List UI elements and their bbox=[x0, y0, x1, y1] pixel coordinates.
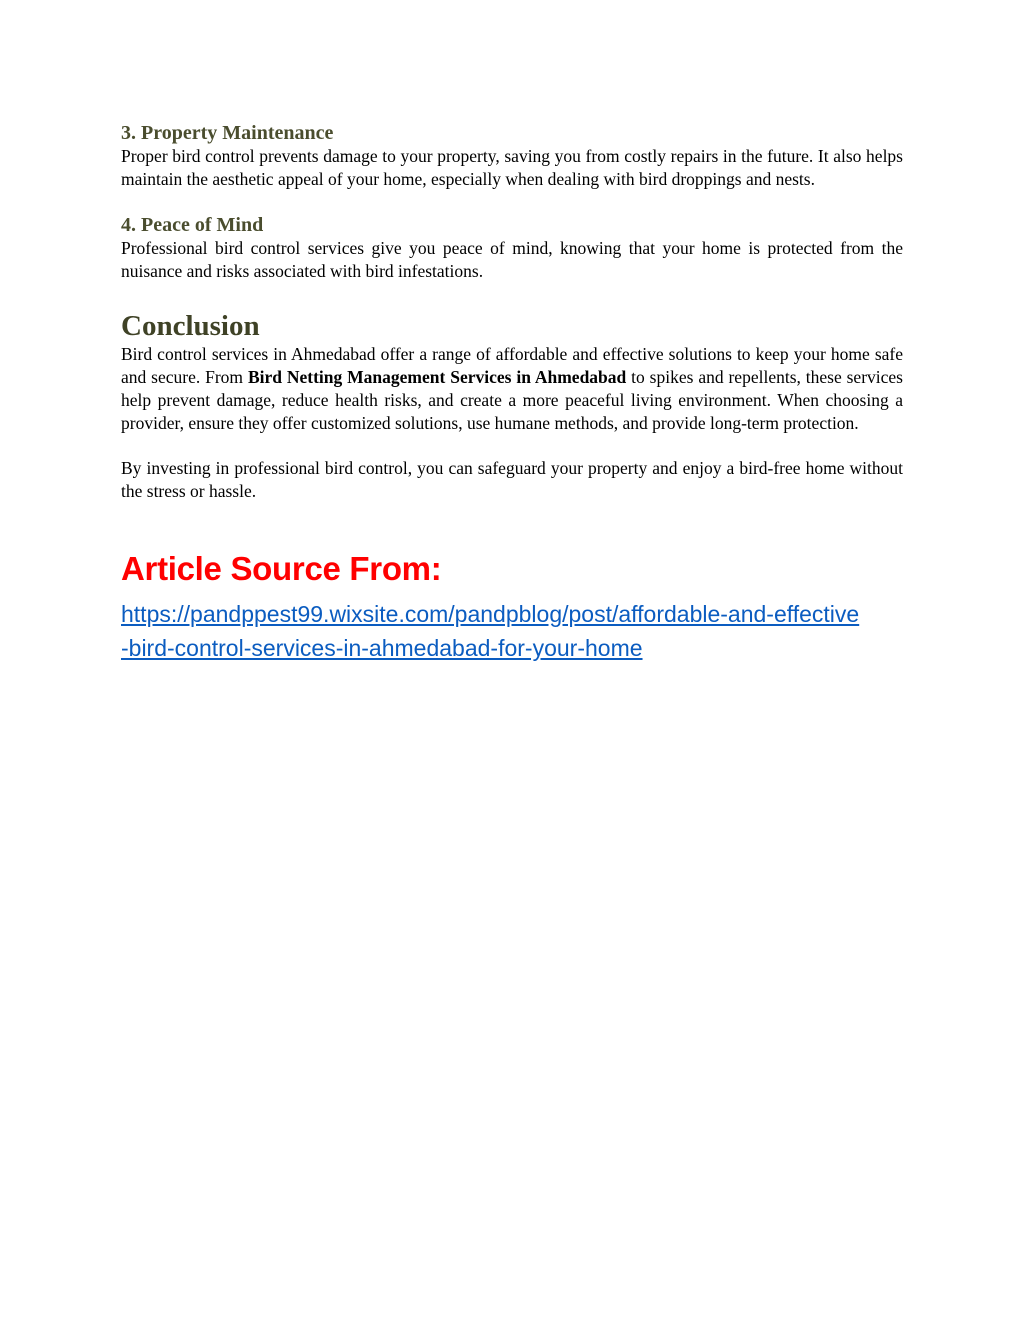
article-source-title: Article Source From: bbox=[121, 550, 442, 587]
spacer bbox=[121, 503, 903, 549]
conclusion-heading: Conclusion bbox=[121, 310, 260, 342]
section-body-peace-of-mind: Professional bird control services give you peace of mind, knowing that your home is protected from the nuisance and risks associated with bird infestations. bbox=[121, 238, 903, 281]
spacer bbox=[121, 283, 903, 309]
conclusion-paragraph-2: By investing in professional bird control, you can safeguard your property and enjoy a bird-free home without the stress or hassle. bbox=[121, 458, 903, 501]
section-body-property-maintenance: Proper bird control prevents damage to your property, saving you from costly repairs in the future. It also helps maintain the aesthetic appeal of your home, especially when dealing with bird droppings and nests. bbox=[121, 146, 903, 189]
section-heading-property-maintenance: 3. Property Maintenance bbox=[121, 122, 334, 144]
conclusion-bold-service: Bird Netting Management Services in Ahmedabad bbox=[247, 367, 627, 387]
article-source-link[interactable]: https://pandppest99.wixsite.com/pandpblog/post/affordable-and-effective-bird-control-services-in-ahmedabad-for-your-home bbox=[121, 601, 860, 661]
conclusion-text-before: Bird control services in Ahmedabad offer a range of affordable and effective solutions to keep your home safe and secure. From bbox=[121, 344, 903, 387]
conclusion-text-after: to spikes and repellents, these services help prevent damage, reduce health risks, and create a more peaceful living environment. When choosing a provider, ensure they offer customized solutions, use humane methods, and provide long-term protection. bbox=[121, 367, 903, 433]
conclusion-paragraph-1 bbox=[121, 343, 903, 435]
spacer bbox=[121, 435, 903, 457]
document-page bbox=[121, 121, 903, 665]
spacer bbox=[121, 191, 903, 213]
section-heading-peace-of-mind: 4. Peace of Mind bbox=[121, 214, 264, 236]
